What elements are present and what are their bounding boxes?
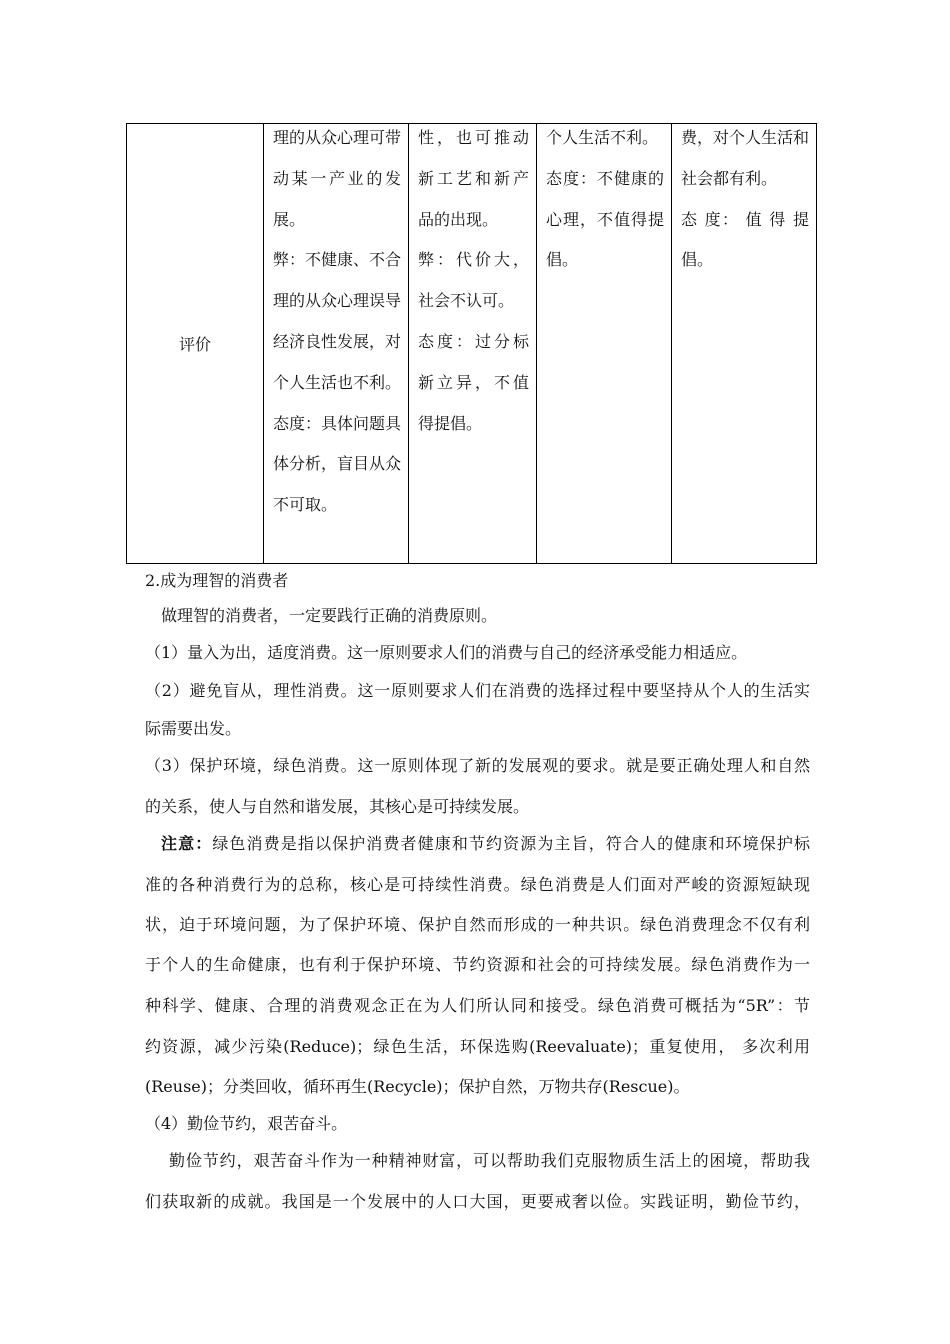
row-header-evaluation: 评价 [127, 124, 264, 564]
cell-text: 态度：具体问题具体分析，盲目从众不可取。 [273, 413, 402, 515]
principle-3-line: 的关系，使人与自然和谐发展，其核心是可持续发展。 [145, 797, 530, 816]
note-line: 注意：绿色消费是指以保护消费者健康和节约资源为主旨，符合人的健康和环境保护标 [161, 834, 810, 853]
table-cell [264, 124, 409, 564]
cell-text: 弊：代价大，社会不认可。 [418, 250, 529, 311]
principle-4: （4）勤俭节约，艰苦奋斗。 [145, 1114, 348, 1133]
cell-text: 性，也可推动新工艺和新产品的出现。 [418, 128, 529, 229]
note-label: 注意： [161, 834, 213, 853]
note-line: 准的各种消费行为的总称，核心是可持续性消费。绿色消费是人们面对严峻的资源短缺现 [145, 875, 810, 894]
principle-3-line: （3）保护环境，绿色消费。这一原则体现了新的发展观的要求。就是要正确处理人和自然 [145, 756, 810, 775]
evaluation-table [126, 123, 817, 564]
table-cell [537, 124, 672, 564]
cell-text: 费，对个人生活和社会都有利。 [681, 128, 810, 188]
note-line: 种科学、健康、合理的消费观念正在为人们所认同和接受。绿色消费可概括为“5R”：节 [145, 996, 810, 1015]
table-cell [672, 124, 817, 564]
note-line: 状，迫于环境问题，为了保护环境、保护自然而形成的一种共识。绿色消费理念不仅有利 [145, 915, 810, 934]
cell-text: 态度：过分标新立异，不值得提倡。 [418, 331, 529, 433]
intro-paragraph: 做理智的消费者，一定要践行正确的消费原则。 [161, 606, 498, 625]
table-cell [409, 124, 537, 564]
note-line: (Reuse)；分类回收，循环再生(Recycle)；保护自然，万物共存(Rescue)。 [145, 1077, 690, 1096]
principle-2-line: （2）避免盲从，理性消费。这一原则要求人们在消费的选择过程中要坚持从个人的生活实 [145, 681, 810, 700]
principle-2-line: 际需要出发。 [145, 719, 242, 738]
cell-text: 理的从众心理可带动某一产业的发展。 [273, 128, 402, 229]
cell-text: 态 度： 值 得 提倡。 [681, 209, 809, 270]
note-line: 约资源，减少污染(Reduce)；绿色生活，环保选购(Reevaluate)；重复使用， 多次利用 [145, 1037, 810, 1056]
note-line: 于个人的生命健康，也有利于保护环境、节约资源和社会的可持续发展。绿色消费作为一 [145, 955, 810, 974]
cell-text: 态度：不健康的心理，不值得提倡。 [546, 168, 664, 270]
section-heading: 2.成为理智的消费者 [145, 571, 289, 590]
cell-text: 个人生活不利。 [546, 128, 659, 147]
principle-4-body-line: 们获取新的成就。我国是一个发展中的人口大国，更要戒奢以俭。实践证明，勤俭节约， [145, 1192, 810, 1211]
principle-1: （1）量入为出，适度消费。这一原则要求人们的消费与自己的经济承受能力相适应。 [145, 643, 748, 662]
principle-4-body-line: 勤俭节约，艰苦奋斗作为一种精神财富，可以帮助我们克服物质生活上的困境，帮助我 [169, 1151, 810, 1170]
cell-text: 弊：不健康、不合理的从众心理误导经济良性发展，对个人生活也不利。 [273, 250, 402, 392]
table-row [127, 124, 817, 564]
